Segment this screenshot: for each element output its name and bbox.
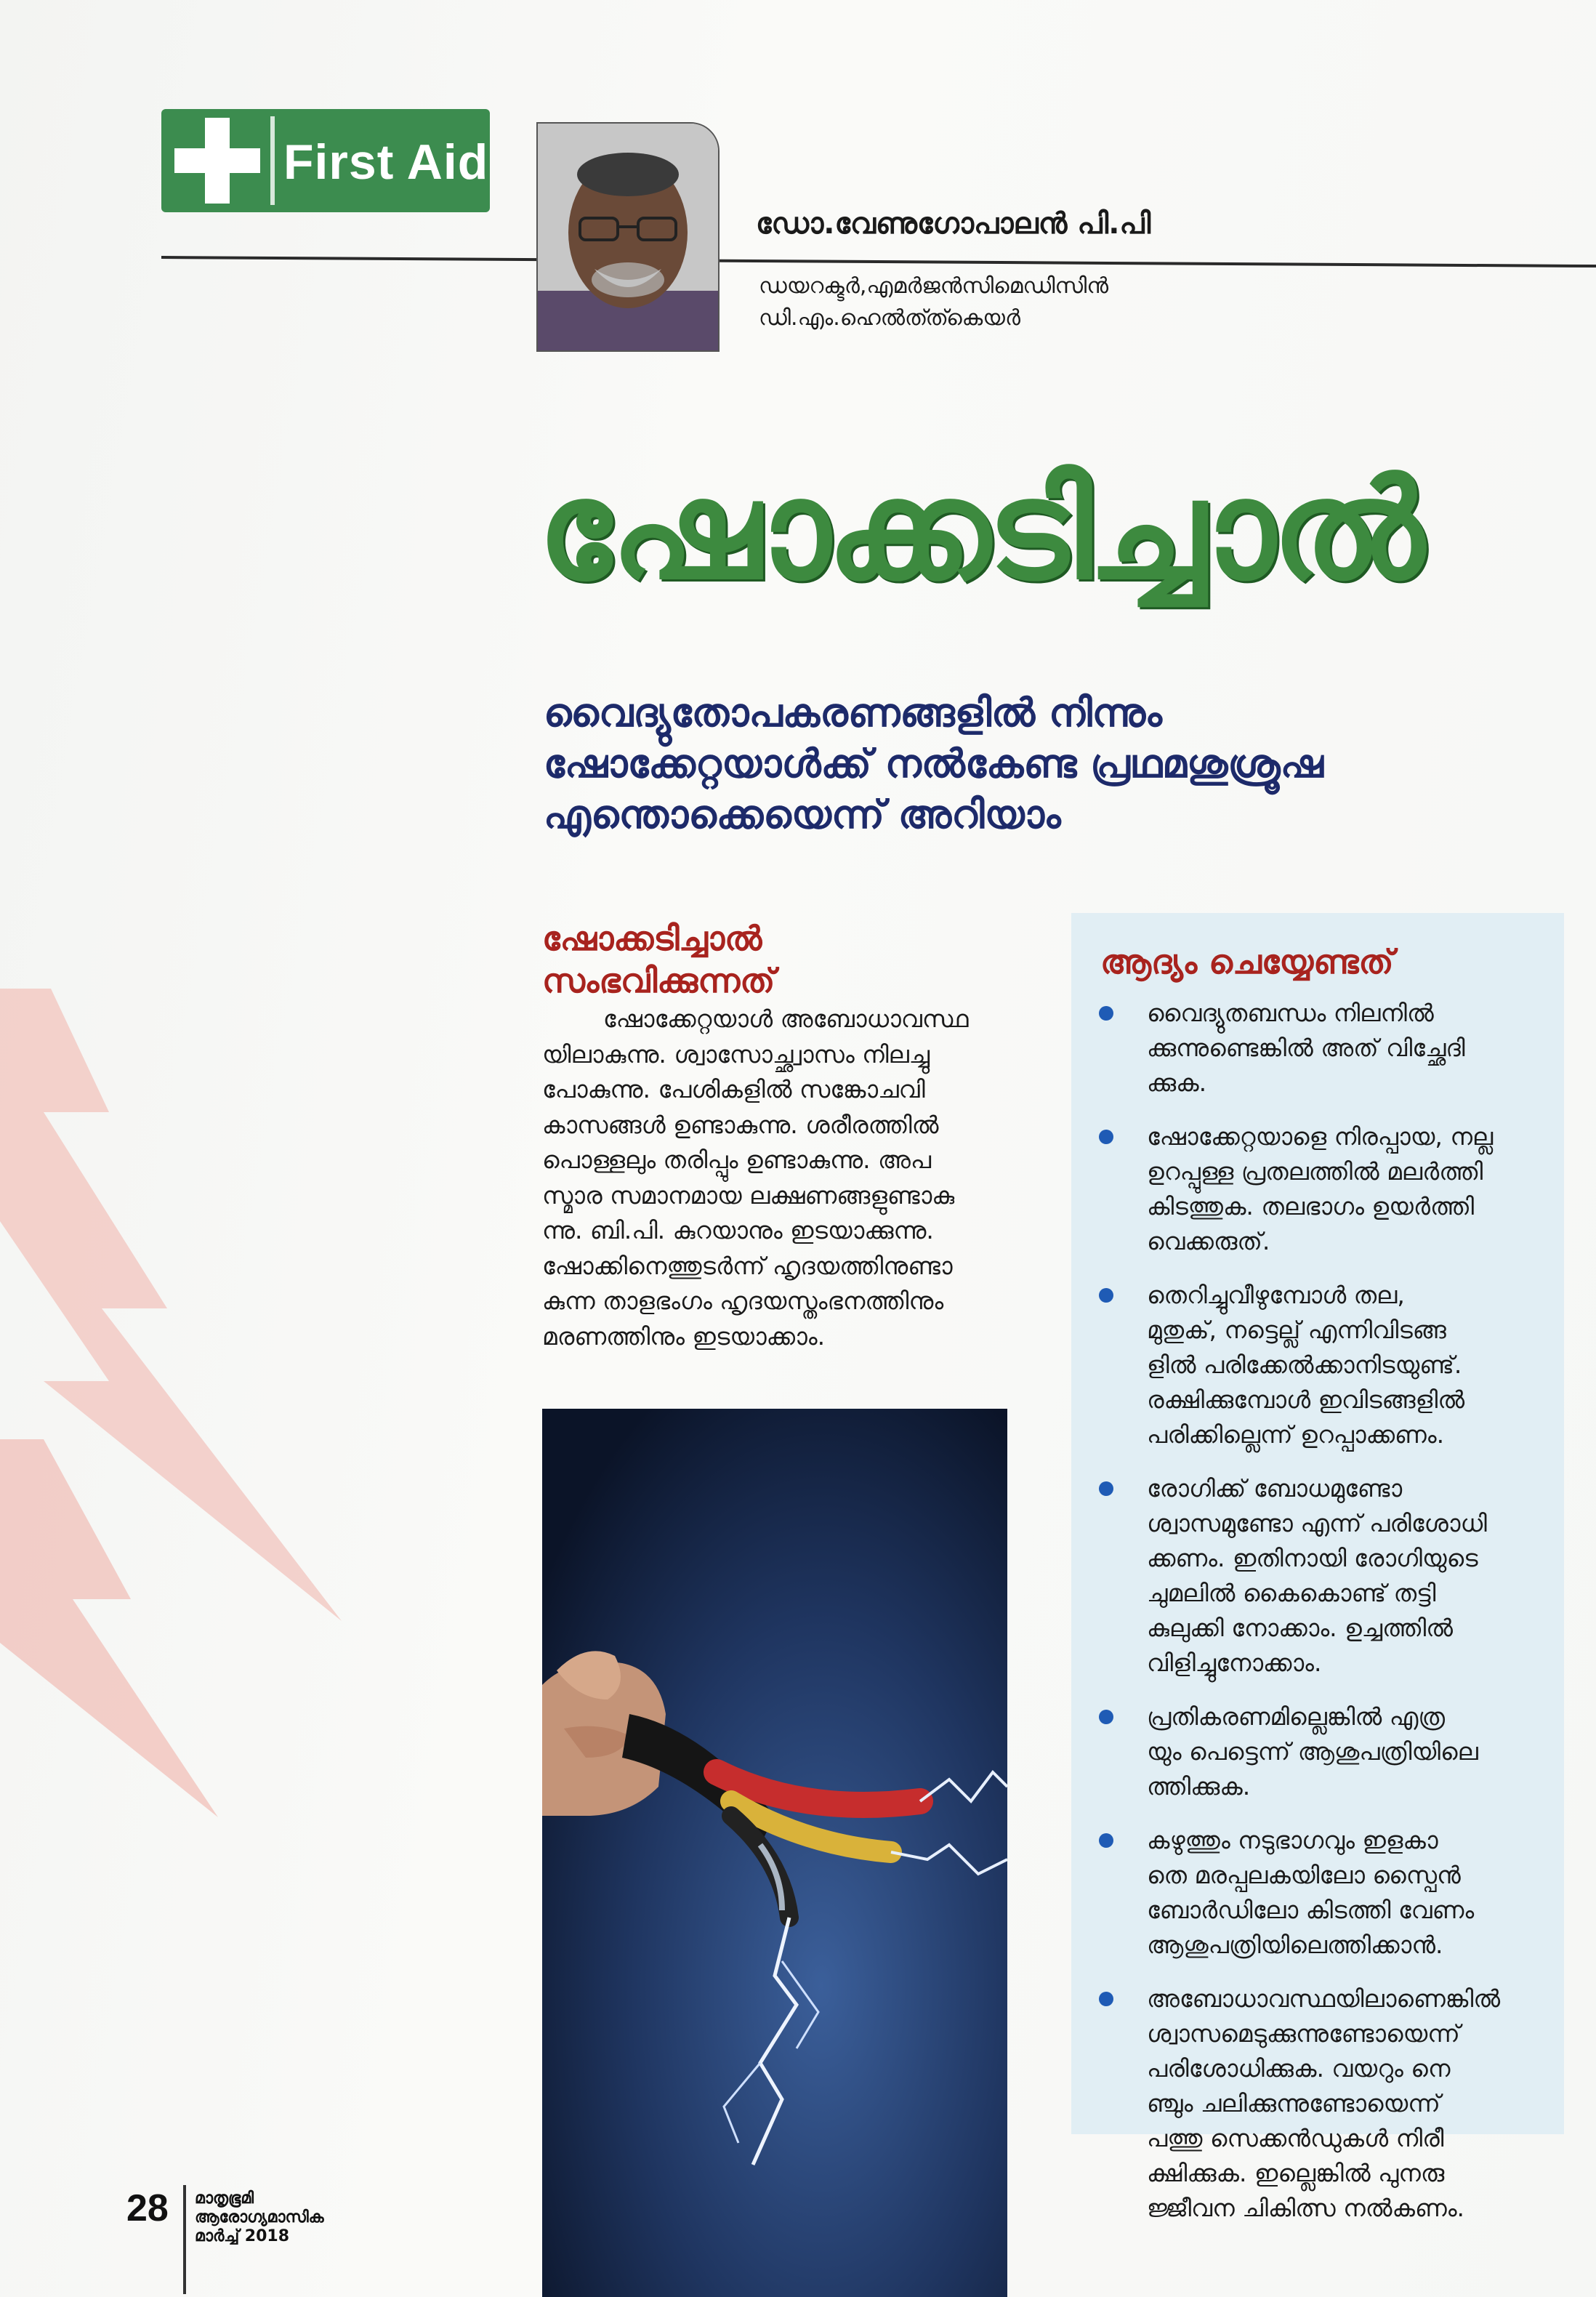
list-item-line: അബോധാവസ്ഥയിലാണെങ്കിൽ	[1147, 1984, 1501, 2013]
first-aid-badge	[161, 109, 490, 212]
article-subtitle	[544, 688, 1488, 840]
bullet-icon	[1099, 1130, 1113, 1144]
list-item-line: വിളിച്ചുനോക്കാം.	[1147, 1649, 1322, 1677]
list-item-line: ക്കുക.	[1147, 1069, 1207, 1097]
list-item-line: കിടത്തുക. തലഭാഗം ഉയർത്തി	[1147, 1192, 1475, 1220]
footer-divider	[183, 2185, 186, 2294]
body-line: ഷോക്കിനെത്തുടർന്ന് ഹൃദയത്തിനുണ്ടാ	[542, 1251, 953, 1280]
list-item-line: രോഗിക്ക് ബോധമുണ്ടോ	[1147, 1474, 1403, 1502]
header-rule	[161, 256, 1596, 267]
body-line: ന്നു. ബി.പി. കുറയാനും ഇടയാക്കുന്നു.	[542, 1216, 934, 1244]
body-line: മരണത്തിനും ഇടയാക്കാം.	[542, 1322, 826, 1351]
list-item-line: പത്തു സെക്കൻഡുകൾ നിരീ	[1147, 2124, 1444, 2152]
body-line: കാസങ്ങൾ ഉണ്ടാകുന്നു. ശരീരത്തിൽ	[542, 1110, 939, 1139]
publication-info	[195, 2189, 324, 2246]
subtitle-line: ഷോക്കേറ്റയാൾക്ക് നൽകേണ്ട പ്രഥമശുശ്രൂഷ	[544, 741, 1323, 787]
bullet-icon	[1099, 1710, 1113, 1724]
author-role-line: ഡി.എം.ഹെൽത്ത്കെയർ	[759, 305, 1020, 331]
body-line: കുന്ന താളഭംഗം ഹൃദയസ്തംഭനത്തിനും	[542, 1287, 944, 1315]
list-item-line: കുലുക്കി നോക്കാം. ഉച്ചത്തിൽ	[1147, 1614, 1454, 1642]
list-item-line: പരിക്കില്ലെന്ന് ഉറപ്പാക്കണം.	[1147, 1420, 1445, 1449]
list-item-line: ബോർഡിലോ കിടത്തി വേണം	[1147, 1896, 1475, 1924]
list-item-line: വെക്കരുത്.	[1147, 1227, 1270, 1255]
list-item	[1096, 996, 1561, 1101]
article-title: ഷോക്കടിച്ചാൽ	[538, 451, 1422, 610]
page-number: 28	[126, 2187, 169, 2229]
body-line: ഷോക്കേറ്റയാൾ അബോധാവസ്ഥ	[542, 1005, 969, 1033]
bullet-icon	[1099, 1992, 1113, 2006]
author-name: ഡോ.വേണുഗോപാലൻ പി.പി	[756, 207, 1151, 241]
publication-line: ആരോഗ്യമാസിക	[195, 2208, 324, 2226]
subtitle-line: വൈദ്യുതോപകരണങ്ങളിൽ നിന്നും	[544, 690, 1162, 736]
list-item-line: ഷോക്കേറ്റയാളെ നിരപ്പായ, നല്ല	[1147, 1122, 1494, 1151]
list-item-line: ചുമലിൽ കൈകൊണ്ട് തട്ടി	[1147, 1579, 1436, 1607]
list-item-line: ളിൽ പരിക്കേൽക്കാനിടയുണ്ട്.	[1147, 1351, 1462, 1379]
list-item	[1096, 1471, 1561, 1681]
body-line: പൊള്ളലും തരിപ്പും ഉണ്ടാകുന്നു. അപ	[542, 1146, 932, 1174]
list-item-line: കഴുത്തും നടുഭാഗവും ഇളകാ	[1147, 1826, 1438, 1854]
bullet-icon	[1099, 1833, 1113, 1848]
list-item-line: മുതുക്, നട്ടെല്ല് എന്നിവിടങ്ങ	[1147, 1316, 1446, 1344]
electric-wire-photo	[542, 1409, 1007, 2297]
publication-line: മാർച്ച് 2018	[195, 2227, 290, 2245]
list-item-line: ആശുപത്രിയിലെത്തിക്കാൻ.	[1147, 1931, 1443, 1959]
list-item-line: ക്ഷിക്കുക. ഇല്ലെങ്കിൽ പുനരു	[1147, 2159, 1445, 2187]
list-item	[1096, 1119, 1561, 1259]
list-item-line: ജ്ജീവന ചികിത്സ നൽകണം.	[1147, 2194, 1465, 2222]
list-item-line: തെറിച്ചുവീഴുമ്പോൾ തല,	[1147, 1281, 1405, 1309]
author-role	[759, 270, 1108, 334]
list-item-line: ക്കുന്നുണ്ടെങ്കിൽ അത് വിച്ഛേദി	[1147, 1034, 1465, 1062]
list-item-line: ഞ്ചും ചലിക്കുന്നുണ്ടോയെന്ന്	[1147, 2089, 1440, 2117]
author-photo	[536, 122, 720, 352]
list-item-line: വൈദ്യുതബന്ധം നിലനിൽ	[1147, 999, 1434, 1027]
list-item-line: ക്കണം. ഇതിനായി രോഗിയുടെ	[1147, 1544, 1478, 1572]
list-item-line: പരിശോധിക്കുക. വയറും നെ	[1147, 2054, 1451, 2083]
author-role-line: ഡയറക്ടർ,എമർജൻസിമെഡിസിൻ	[759, 273, 1109, 299]
section-body	[542, 1002, 1036, 1354]
list-item-line: പ്രതികരണമില്ലെങ്കിൽ എത്ര	[1147, 1702, 1446, 1731]
list-item-line: ശ്വാസമെടുക്കുന്നുണ്ടോയെന്ന്	[1147, 2019, 1460, 2048]
first-steps-heading: ആദ്യം ചെയ്യേണ്ടത്	[1100, 942, 1394, 981]
publication-line: മാതൃഭൂമി	[195, 2189, 254, 2208]
subtitle-line: എന്തൊക്കെയെന്ന് അറിയാം	[544, 792, 1061, 837]
section-heading-line: ഷോക്കടിച്ചാൽ	[542, 919, 762, 958]
badge-label: First Aid	[283, 134, 489, 190]
bullet-icon	[1099, 1288, 1113, 1303]
bullet-icon	[1099, 1481, 1113, 1496]
bullet-icon	[1099, 1006, 1113, 1021]
list-item-line: ശ്വാസമുണ്ടോ എന്ന് പരിശോധി	[1147, 1509, 1487, 1537]
list-item	[1096, 1278, 1561, 1452]
list-item-line: ത്തിക്കുക.	[1147, 1772, 1251, 1801]
section-heading-line: സംഭവിക്കുന്നത്	[542, 961, 775, 1000]
section-heading	[542, 917, 775, 1002]
body-line: യിലാകുന്നു. ശ്വാസോച്ഛ്വാസം നിലച്ചു	[542, 1039, 930, 1069]
body-line: പോകുന്നു. പേശികളിൽ സങ്കോചവി	[542, 1075, 925, 1103]
list-item-line: തെ മരപ്പലകയിലോ സ്പൈൻ	[1147, 1861, 1461, 1889]
medical-cross-icon	[174, 118, 260, 204]
list-item-line: ഉറപ്പുള്ള പ്രതലത്തിൽ മലർത്തി	[1147, 1157, 1483, 1186]
lightning-decoration-icon	[0, 945, 378, 1890]
list-item	[1096, 1982, 1561, 2226]
body-line: സ്മാര സമാനമായ ലക്ഷണങ്ങളുണ്ടാകു	[542, 1180, 955, 1210]
list-item	[1096, 1823, 1561, 1963]
badge-divider	[270, 116, 275, 205]
list-item-line: രക്ഷിക്കുമ്പോൾ ഇവിടങ്ങളിൽ	[1147, 1385, 1465, 1414]
list-item	[1096, 1699, 1561, 1804]
first-steps-list	[1096, 996, 1561, 2245]
list-item-line: യും പെട്ടെന്ന് ആശുപത്രിയിലെ	[1147, 1737, 1478, 1766]
